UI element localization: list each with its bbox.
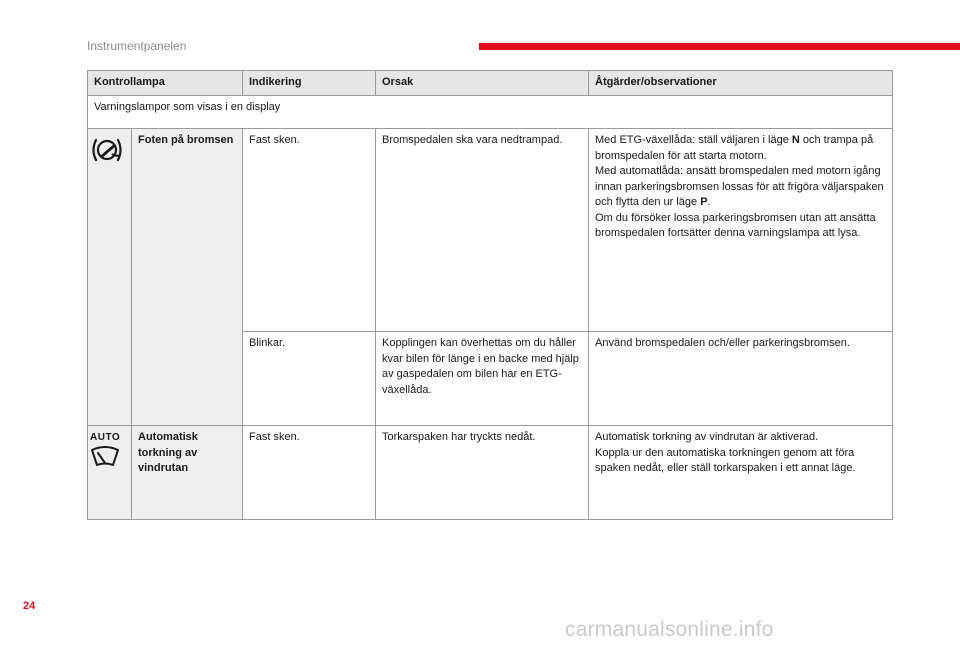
brake-pedal-icon — [90, 135, 124, 171]
indication-cell: Fast sken. — [243, 129, 376, 332]
table-row — [88, 426, 893, 520]
action-text: Om du försöker lossa parkeringsbromsen utan att ansätta bromspedalen fortsätter denna varningslampa att lysa. — [595, 211, 876, 239]
column-header-indikering: Indikering — [243, 71, 376, 96]
indication-cell: Blinkar. — [243, 332, 376, 426]
action-text: Med ETG-växellåda: ställ väljaren i läge — [595, 134, 792, 146]
wiper-lamp-name: Automatisk torkning av vindrutan — [132, 426, 243, 520]
action-cell — [589, 129, 893, 332]
column-header-orsak: Orsak — [376, 71, 589, 96]
cause-cell: Torkarspaken har tryckts nedåt. — [376, 426, 589, 520]
section-title: Instrumentpanelen — [87, 39, 187, 53]
action-text: och trampa på bromspedalen för att starta motorn. — [595, 134, 874, 162]
brake-icon-cell — [88, 129, 132, 426]
page-number: 24 — [23, 600, 36, 612]
action-text: Automatisk torkning av vindrutan är aktiverad. — [595, 431, 819, 443]
auto-label: AUTO — [90, 432, 121, 443]
table-header-row — [88, 71, 893, 96]
gear-position-n: N — [791, 134, 800, 146]
table-row — [88, 129, 893, 332]
header-accent-bar — [479, 43, 960, 50]
indication-cell: Fast sken. — [243, 426, 376, 520]
warning-lamp-table — [87, 70, 893, 520]
brake-lamp-name: Foten på bromsen — [132, 129, 243, 426]
wiper-icon-cell — [88, 426, 132, 520]
cause-cell: Kopplingen kan överhettas om du håller kvar bilen för länge i en backe med hjälp av gaspedalen om bilen har en ETG-växellåda. — [376, 332, 589, 426]
action-text: Koppla ur den automatiska torkningen genom att föra spaken nedåt, eller ställ torkarspaken i ett annat läge. — [595, 446, 856, 474]
column-header-kontrollampa: Kontrollampa — [88, 71, 243, 96]
action-cell — [589, 426, 893, 520]
action-text: . — [707, 196, 711, 208]
column-header-atgarder: Åtgärder/observationer — [589, 71, 893, 96]
action-cell: Använd bromspedalen och/eller parkeringsbromsen. — [589, 332, 893, 426]
table-subheading: Varningslampor som visas i en display — [88, 96, 893, 129]
gear-position-p: P — [700, 196, 708, 208]
auto-wiper-icon — [90, 432, 120, 474]
table-subheading-row — [88, 96, 893, 129]
watermark: carmanualsonline.info — [565, 618, 774, 641]
cause-cell: Bromspedalen ska vara nedtrampad. — [376, 129, 589, 332]
action-text: Med automatlåda: ansätt bromspedalen med motorn igång innan parkeringsbromsen lossas för att frigöra väljarspaken och flytta den ur läge — [595, 165, 884, 208]
